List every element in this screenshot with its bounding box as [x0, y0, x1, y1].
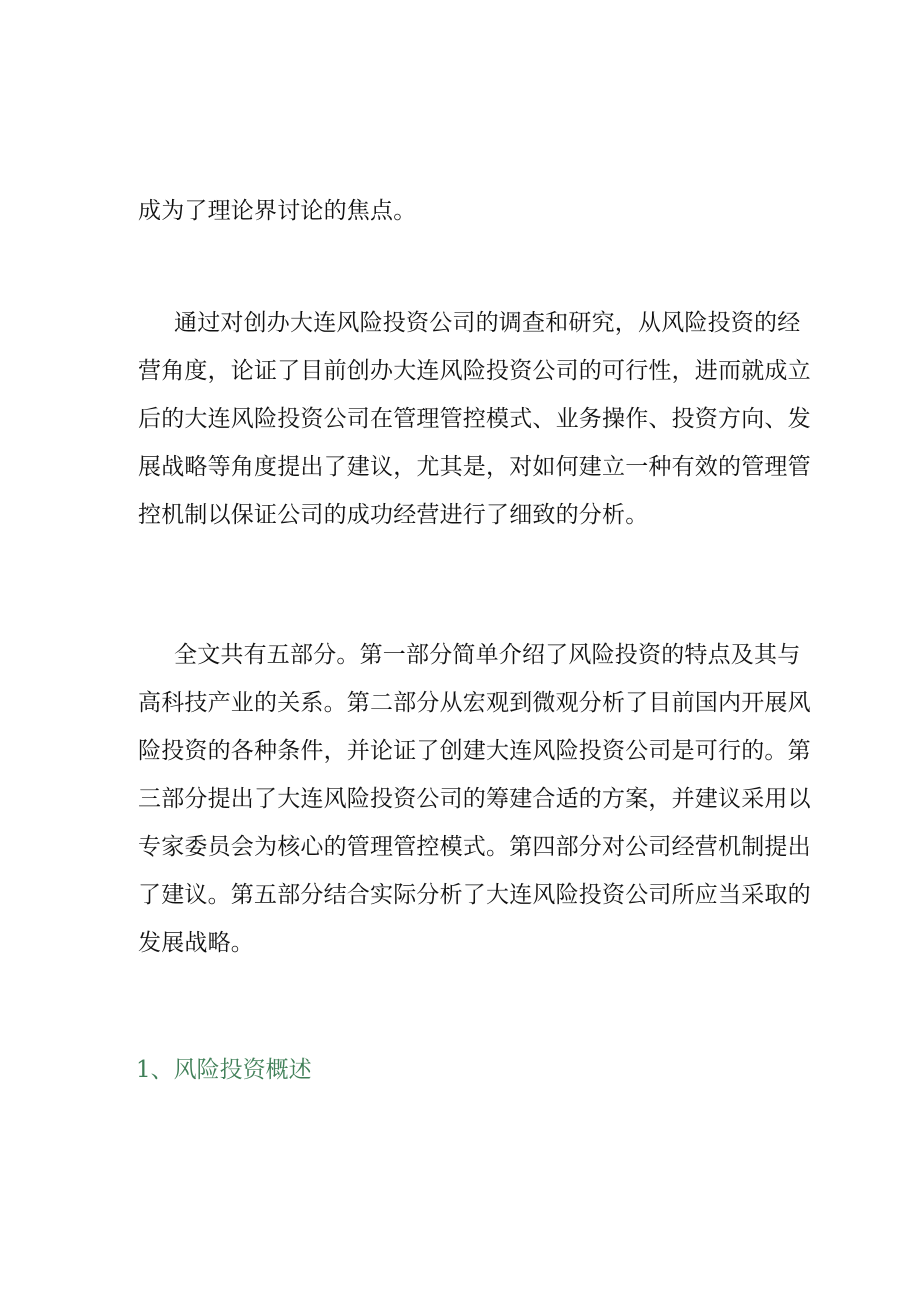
- paragraph-line: 专家委员会为核心的管理管控模式。第四部分对公司经营机制提出: [138, 834, 811, 860]
- paragraph-line: 险投资的各种条件，并论证了创建大连风险投资公司是可行的。第: [138, 738, 811, 764]
- paragraph-line: 高科技产业的关系。第二部分从宏观到微观分析了目前国内开展风: [138, 690, 811, 716]
- paragraph-line: 了建议。第五部分结合实际分析了大连风险投资公司所应当采取的: [138, 882, 811, 908]
- paragraph-line: 发展战略。: [138, 930, 254, 956]
- paragraph-line: 三部分提出了大连风险投资公司的筹建合适的方案，并建议采用以: [138, 786, 811, 812]
- paragraph-line: 营角度，论证了目前创办大连风险投资公司的可行性，进而就成立: [138, 358, 811, 384]
- paragraph-line: 控机制以保证公司的成功经营进行了细致的分析。: [138, 502, 649, 528]
- section-heading: 1、风险投资概述: [136, 1057, 312, 1083]
- paragraph-line: 展战略等角度提出了建议，尤其是，对如何建立一种有效的管理管: [138, 454, 811, 480]
- paragraph-line: 成为了理论界讨论的焦点。: [138, 198, 417, 224]
- paragraph-line: 通过对创办大连风险投资公司的调查和研究，从风险投资的经: [174, 310, 801, 336]
- paragraph-line: 全文共有五部分。第一部分简单介绍了风险投资的特点及其与: [174, 642, 801, 668]
- paragraph-line: 后的大连风险投资公司在管理管控模式、业务操作、投资方向、发: [138, 406, 811, 432]
